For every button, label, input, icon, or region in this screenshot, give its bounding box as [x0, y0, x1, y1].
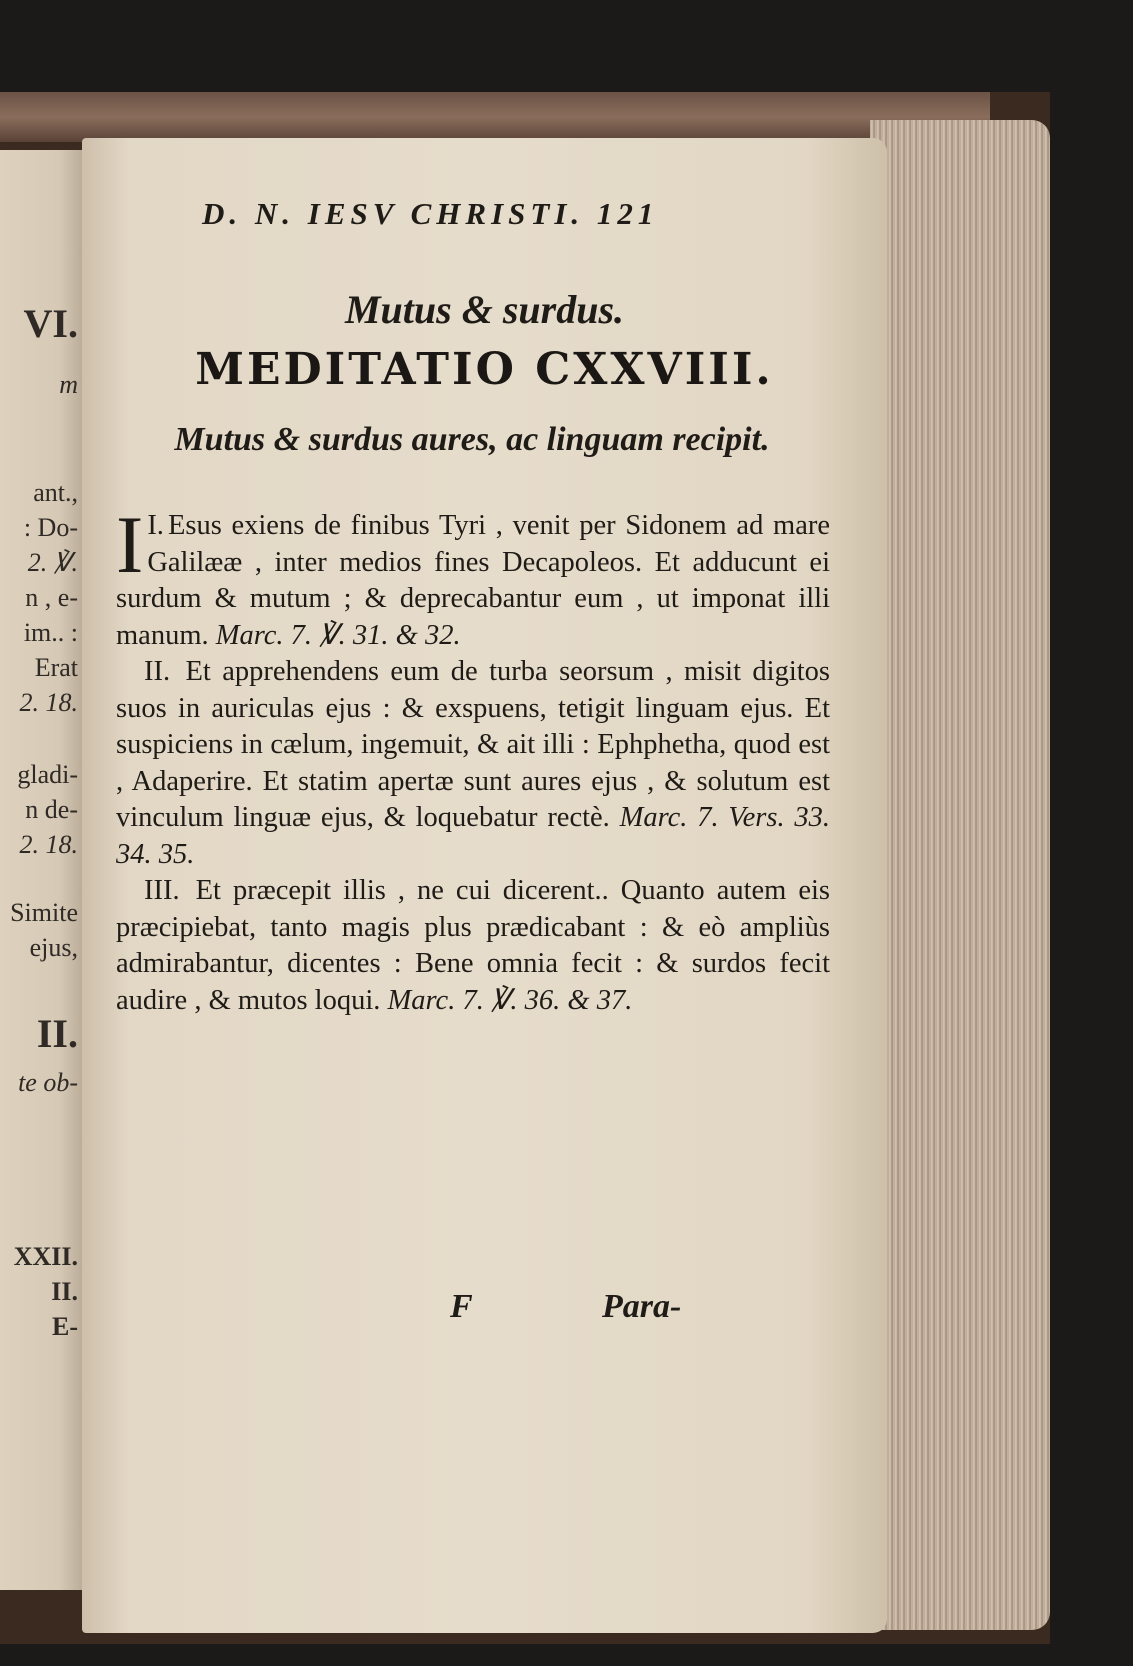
left-page — [0, 150, 84, 1590]
paragraph-3 — [116, 873, 830, 1019]
scripture-reference: Marc. 7. ℣. 31. & 32. — [215, 619, 461, 651]
left-fragment: 2. ℣. — [27, 548, 78, 577]
left-fragment: II. — [51, 1277, 78, 1306]
page-edges — [870, 120, 1050, 1630]
left-fragment: Simite — [10, 898, 78, 927]
left-fragment: te ob- — [18, 1068, 78, 1097]
left-fragment: m — [59, 370, 78, 399]
catchword: Para- — [602, 1288, 682, 1325]
paragraph-1 — [116, 499, 830, 654]
meditation-heading: Mutus & surdus aures, ac linguam recipit. — [174, 421, 770, 458]
left-fragment: ant., — [33, 478, 78, 507]
left-fragment: E- — [52, 1312, 78, 1341]
left-fragment: n , e- — [25, 583, 78, 612]
left-fragment: n de- — [25, 795, 78, 824]
left-fragment: II. — [36, 1011, 78, 1056]
paragraph-number: III. — [144, 875, 180, 906]
meditation-title: MEDITATIO CXXVIII. — [195, 344, 774, 395]
paragraph-number: II. — [144, 656, 171, 687]
running-head: D. N. IESV CHRISTI. 121 — [202, 196, 659, 231]
left-fragment: gladi- — [17, 760, 78, 789]
signature-mark: F — [450, 1288, 473, 1325]
left-fragment: Erat — [34, 653, 78, 682]
book-top-edge — [0, 92, 990, 142]
meditation-body — [116, 499, 830, 1019]
scripture-reference: Marc. 7. Vers. 33. 34. 35. — [116, 802, 830, 870]
paragraph-text: Et apprehendens eum de turba seorsum , misit digitos suos in auriculas ejus : & exspuens, tetigit linguam ejus. Et suspiciens in cælum, ingemuit, & ait illi : Ephphetha, quod est , Adaperire. Et statim apertæ sunt aures ejus , & solutum est vinculum linguæ ejus, & loquebatur rectè. — [116, 656, 830, 833]
paragraph-text: Esus exiens de finibus Tyri , venit per Sidonem ad mare Galilææ , inter medios fines Decapoleos. Et adducunt ei surdum & mutum ; & deprecabantur eum , ut imponat illi manum. — [116, 510, 830, 651]
drop-cap: I — [116, 499, 144, 590]
page-footer — [82, 1288, 887, 1328]
left-fragment: 2. 18. — [19, 830, 78, 859]
right-page — [82, 138, 887, 1633]
paragraph-text: Et præcepit illis , ne cui dicerent.. Quanto autem eis præcipiebat, tanto magis plus prædicabant : & eò ampliùs admirabantur, dicentes : Bene omnia fecit : & surdos fecit audire , & mutos loqui. — [116, 875, 830, 1016]
left-fragment: im.. : — [23, 618, 78, 647]
left-fragment: XXII. — [13, 1242, 78, 1271]
paragraph-number: I. — [147, 510, 164, 541]
paragraph-2 — [116, 654, 830, 873]
left-fragment: VI. — [23, 301, 78, 346]
left-fragment: : Do- — [23, 513, 78, 542]
scripture-reference: Marc. 7. ℣. 36. & 37. — [387, 984, 633, 1016]
left-fragment: ejus, — [29, 933, 78, 962]
left-fragment: 2. 18. — [19, 688, 78, 717]
subtitle: Mutus & surdus. — [344, 287, 625, 332]
